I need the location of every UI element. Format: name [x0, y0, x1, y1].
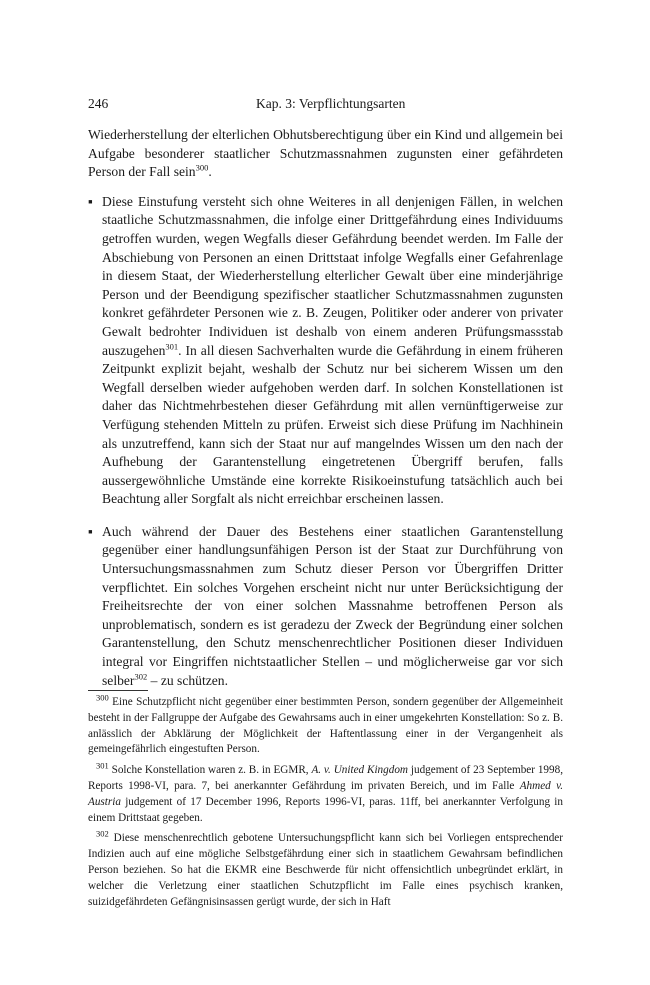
bullet-icon: ▪ — [88, 523, 93, 539]
footnote-ref-301: 301 — [165, 341, 179, 351]
footnote-number: 300 — [96, 692, 109, 703]
main-text — [88, 126, 563, 704]
intro-paragraph — [88, 126, 563, 182]
running-head: Kap. 3: Verpflichtungsarten — [256, 96, 406, 111]
bullet-1-text-a: Diese Einstufung versteht sich ohne Weiteres in all denjenigen Fällen, in welchen staatliche Schutzmassnahmen, die infolge einer Drittgefährdung eines Individuums getroffen wurden, wegen Wegfalls dieser Gefährdung beendet werden. Im Falle der Abschiebung von Personen an einen Drittstaat infolge Wegfalls einer Gefahrenlage in diesem Staat, der Wiederherstellung elterlicher Gewalt über eine minderjährige Person und der Beendigung spezifischer staatlicher Schutzmassnahmen zugunsten konkret gefährdeter Personen wie z. B. Zeugen, Politiker oder anderer von privater Gewalt bedrohter Individuen ist deshalb von einem anderen Prüfungsmassstab auszugehen — [102, 193, 563, 358]
bullet-paragraph-2 — [102, 523, 563, 690]
bullet-icon: ▪ — [88, 193, 93, 209]
footnote-number: 301 — [96, 760, 109, 771]
footnote-301 — [88, 760, 563, 826]
case-name: Ahmed v. Austria — [88, 779, 563, 808]
bullet-2-text-a: Auch während der Dauer des Bestehens einer staatlichen Garantenstellung gegenüber einer handlungsunfähigen Person ist der Staat zur Durchführung von Untersuchungsmassnahmen zum Schutz dieser Person vor Übergriffen Dritter verpflichtet. Ein solches Vorgehen erscheint nicht nur unter Berücksichtigung der Freiheitsrechte der von einer solchen Massnahme betroffenen Person als unproblematisch, sondern es ist geradezu der Zweck der Begründung einer solchen Garantenstellung, den Schutz menschenrechtlicher Positionen dieser Individuen integral vor Eingriffen nichtstaatlicher Stellen – und möglicherweise gar vor sich selber — [102, 523, 563, 688]
footnote-ref-300: 300 — [195, 162, 209, 173]
page-header — [88, 96, 562, 116]
bullet-paragraph-1 — [102, 193, 563, 509]
footnote-302 — [88, 828, 563, 910]
bullet-1-text-b: . In all diesen Sachverhalten wurde die Gefährdung in einem früheren Zeitpunkt explizit bejaht, weshalb der Schutz nur bei sicherem Wissen um den Wegfall derselben wieder aufgehoben werden darf. In solchen Konstellationen ist daher das Nichtmehrbestehen dieser Gefährdung mit allen vernünftigerweise zur Verfügung stehenden Mitteln zu prüfen. Erweist sich diese Prüfung im Nachhinein als unzutreffend, kann sich der Staat nur auf mangelndes Wissen um den nach der Aufhebung der Garantenstellung eingetretenen Übergriff berufen, falls aussergewöhnliche Umstände eine korrekte Risikoeinstufung tatsächlich auch bei Beachtung aller Sorgfalt als nicht erreichbar erscheinen lassen. — [102, 342, 563, 507]
footnote-text: Eine Schutzpflicht nicht gegenüber einer bestimmten Person, sondern gegenüber der Allgemeinheit besteht in der Fallgruppe der Aufgabe des Gewahrsams auch in einer umgekehrten Konstellation: So z. B. anlässlich der Abklärung der Möglichkeit der Haftentlassung einer in der Vergangenheit als gemeingefährlich eingestuften Person. — [88, 696, 563, 756]
bullet-2-text-b: – zu schützen. — [147, 672, 228, 688]
case-name: A. v. United Kingdom — [311, 764, 409, 777]
bullet-item-1 — [88, 193, 563, 509]
footnote-text: Solche Konstellation waren z. B. in EGMR, — [108, 764, 312, 777]
footnote-number: 302 — [96, 828, 109, 839]
intro-text: Wiederherstellung der elterlichen Obhutsberechtigung über ein Kind und allgemein bei Aufgabe besonderer staatlicher Schutzmassnahmen zugunsten einer gefährdeten Person der Fall sein — [88, 127, 563, 180]
footnote-text: Diese menschenrechtlich gebotene Untersuchungspflicht kann sich bei Vorliegen entsprechender Indizien auch auf eine mögliche Selbstgefährdung einer sich in staatlichem Gewahrsam befindlichen Person beziehen. So hat die EKMR eine Beschwerde für nicht offensichtlich unbegründet erklärt, in welcher die Verletzung einer staatlichen Schutzpflicht im Falle eines psychisch kranken, suizidgefährdeten Gefängnisinsassen gerügt wurde, der sich in Haft — [88, 832, 563, 908]
page-number: 246 — [88, 96, 109, 111]
footnote-ref-302: 302 — [134, 671, 148, 682]
footnote-text: judgement of 17 December 1996, Reports 1996-VI, paras. 11ff, bei anerkannter Verfolgung in einem Drittstaat gegeben. — [88, 795, 563, 824]
bullet-item-2 — [88, 523, 563, 690]
footnote-rule — [88, 690, 148, 691]
footnote-300 — [88, 692, 563, 758]
intro-end: . — [208, 164, 212, 180]
footnote-text: judgement of 23 September 1998, Reports 1998-VI, para. 7, bei anerkannter Gefährdung im privaten Bereich, und im Falle — [88, 764, 563, 792]
footnotes — [88, 692, 563, 915]
